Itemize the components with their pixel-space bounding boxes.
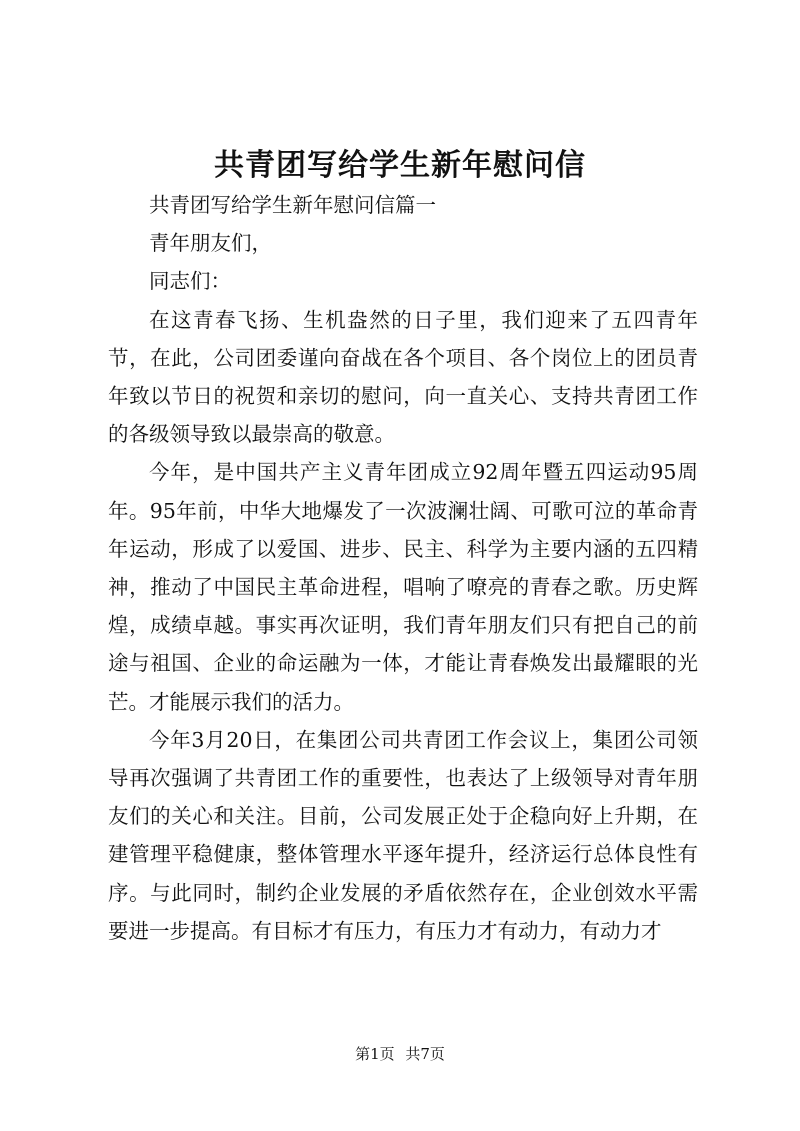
document-body	[108, 186, 698, 950]
subtitle-paragraph: 共青团写给学生新年慰问信篇一	[149, 193, 436, 217]
greeting-paragraph: 青年朋友们，	[149, 231, 272, 256]
document-title: 共青团写给学生新年慰问信	[214, 148, 586, 183]
page-number: 第1页	[355, 1045, 395, 1063]
page-footer	[0, 1043, 800, 1064]
body-paragraph: 在这青春飞扬、生机盎然的日子里，我们迎来了五四青年节，在此，公司团委谨向奋战在各个项目、各个岗位上的团员青年致以节日的祝贺和亲切的慰问，向一直关心、支持共青团工作的各级领导致以最崇高的敬意。	[108, 307, 698, 447]
body-paragraph: 今年，是中国共产主义青年团成立92周年暨五四运动95周年。95年前，中华大地爆发了一次波澜壮阔、可歌可泣的革命青年运动，形成了以爱国、进步、民主、科学为主要内涵的五四精神，推动了中国民主革命进程，唱响了嘹亮的青春之歌。历史辉煌，成绩卓越。事实再次证明，我们青年朋友们只有把自己的前途与祖国、企业的命运融为一体，才能让青春焕发出最耀眼的光芒。才能展示我们的活力。	[108, 460, 698, 714]
body-paragraph: 今年3月20日，在集团公司共青团工作会议上，集团公司领导再次强调了共青团工作的重要性，也表达了上级领导对青年朋友们的关心和关注。目前，公司发展正处于企稳向好上升期，在建管理平稳健康，整体管理水平逐年提升，经济运行总体良性有序。与此同时，制约企业发展的矛盾依然存在，企业创效水平需要进一步提高。有目标才有压力，有压力才有动力，有动力才	[108, 727, 698, 943]
page-total: 共7页	[405, 1045, 445, 1063]
greeting-paragraph: 同志们：	[149, 269, 231, 294]
